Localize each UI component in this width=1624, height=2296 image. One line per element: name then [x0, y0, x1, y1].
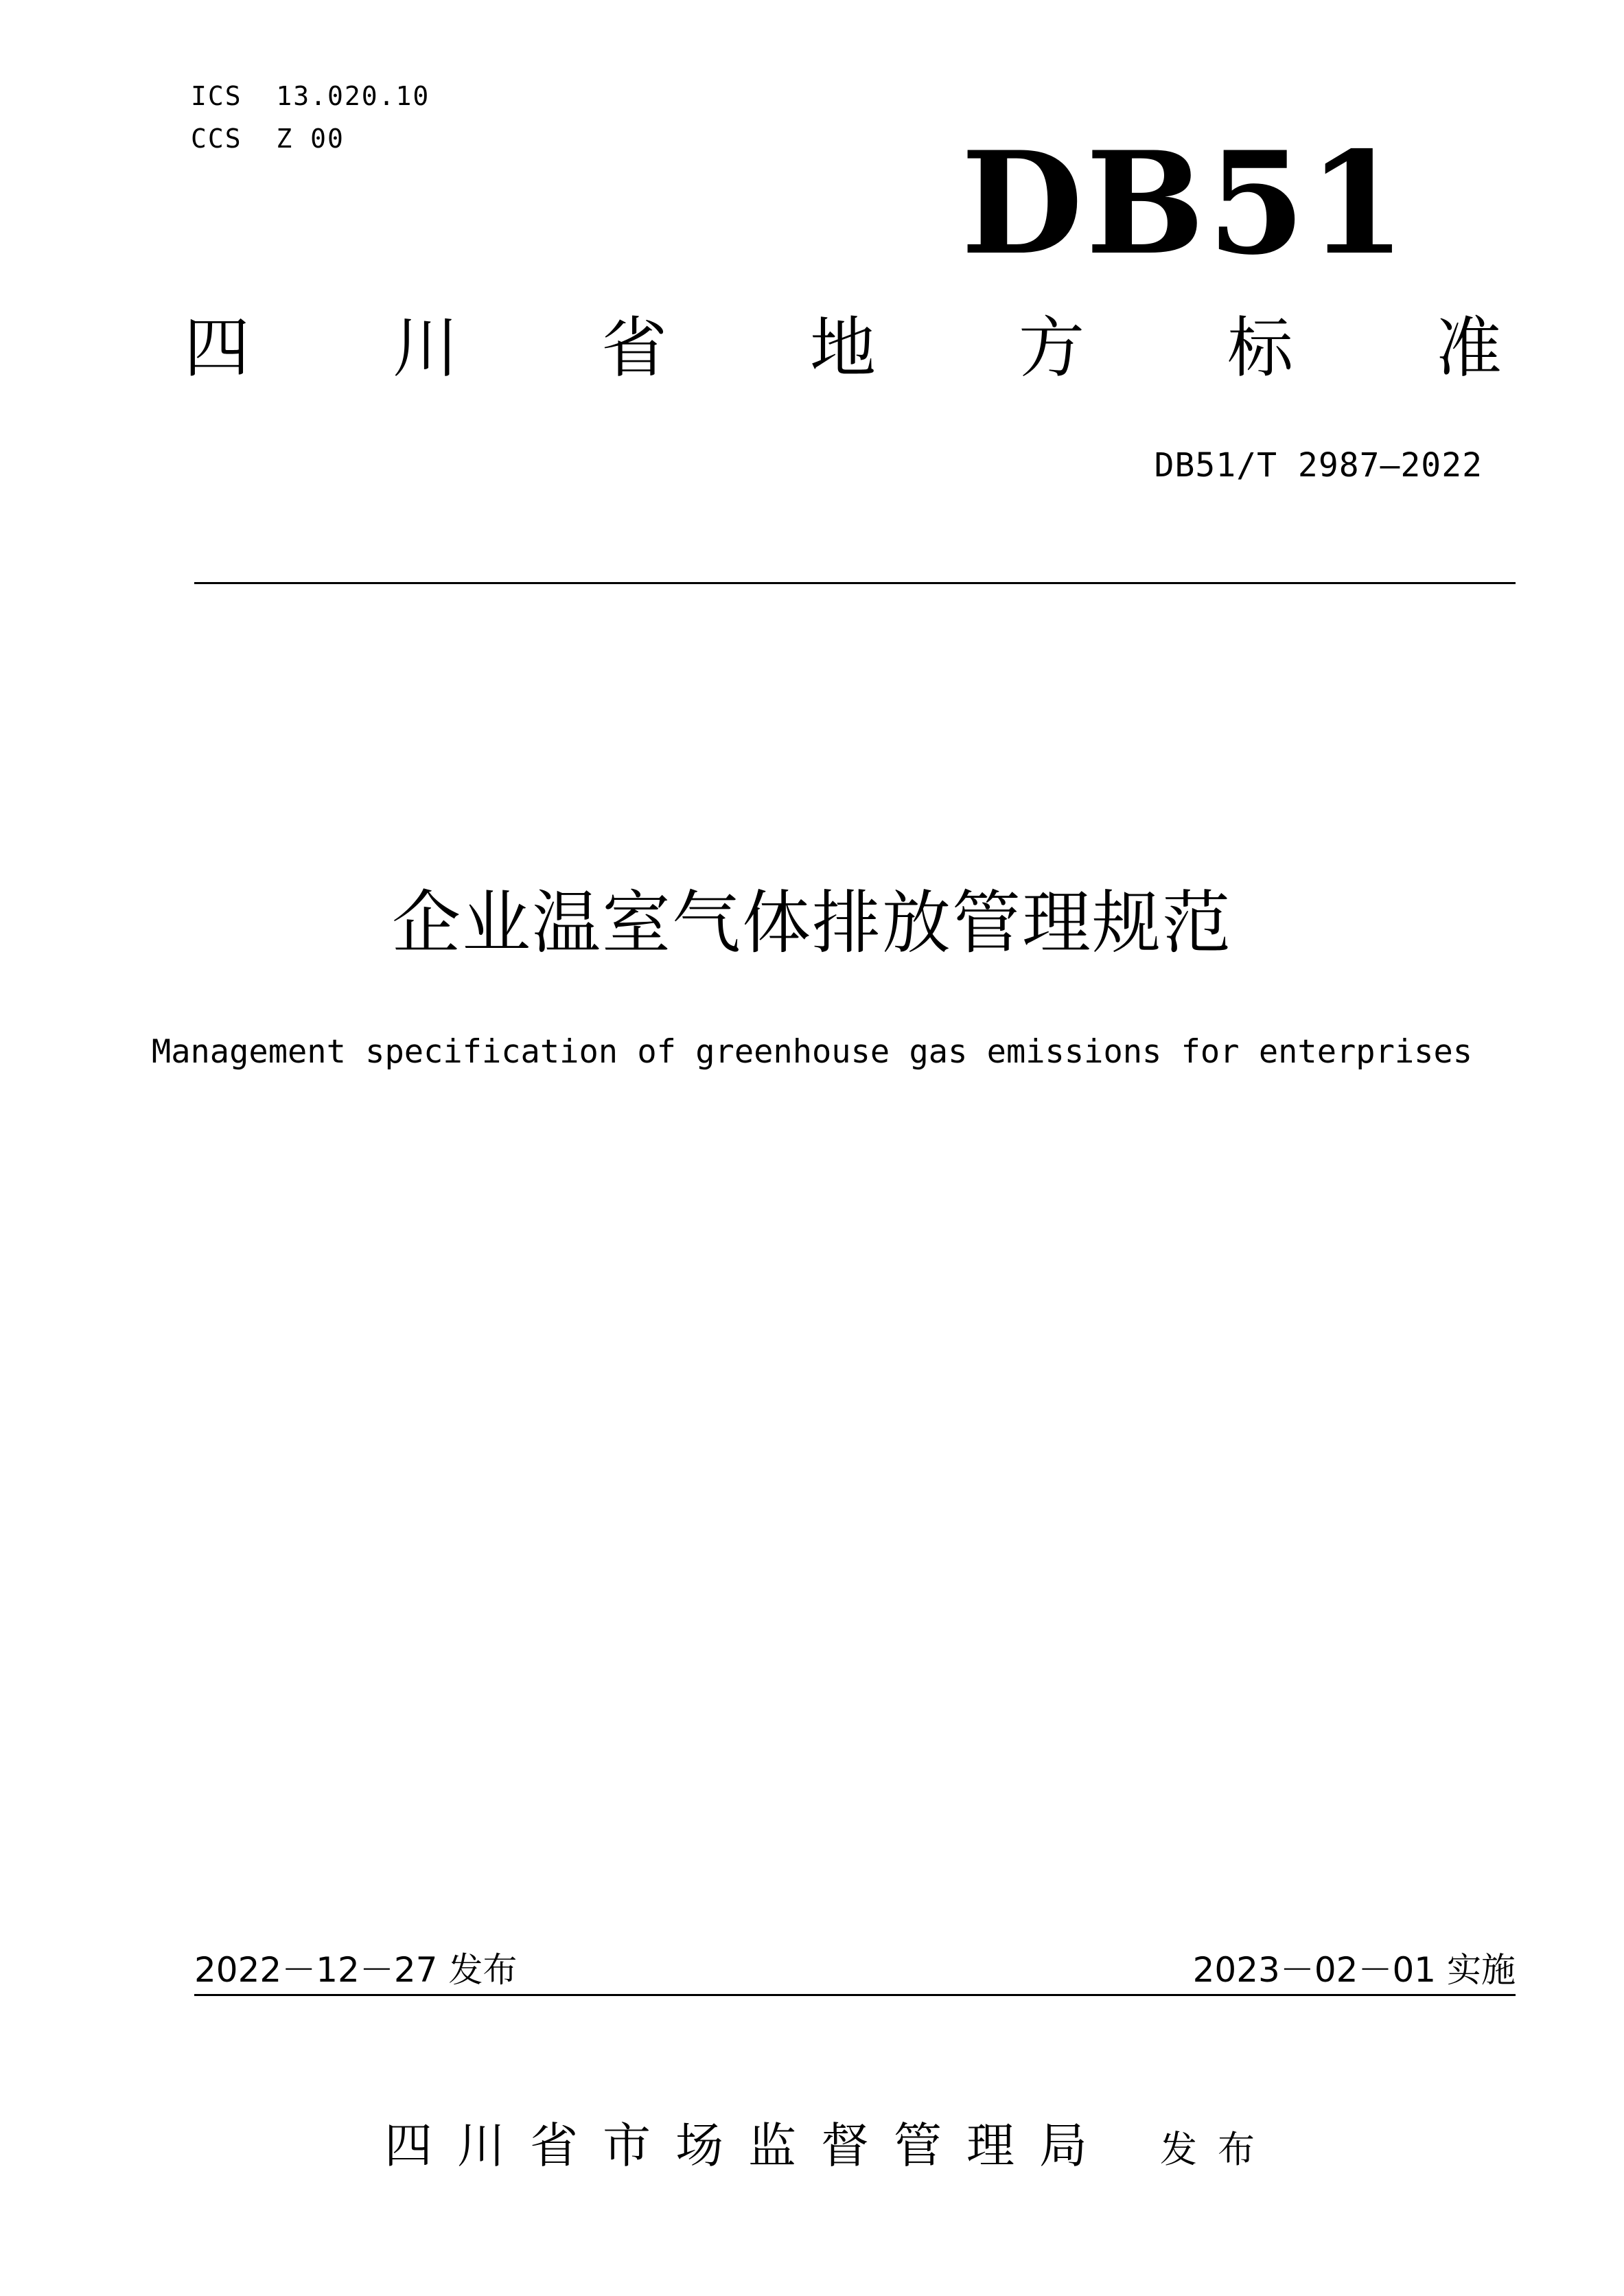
standard-number: DB51/T 2987—2022 — [1154, 446, 1483, 485]
ccs-code: CCS Z 00 — [191, 124, 345, 154]
standard-type-char: 川 — [393, 310, 459, 386]
standard-type-char: 准 — [1436, 310, 1502, 386]
publisher-line — [384, 2107, 1275, 2177]
document-title-en: Management specification of greenhouse gas emissions for enterprises — [151, 1033, 1473, 1071]
ics-code: ICS 13.020.10 — [191, 81, 430, 111]
top-divider — [194, 582, 1516, 584]
document-title-zh: 企业温室气体排放管理规范 — [392, 883, 1232, 963]
publisher-suffix: 发布 — [1160, 2128, 1275, 2171]
standard-type-char: 地 — [810, 310, 876, 386]
implement-date: 2023－02－01 实施 — [1192, 1950, 1516, 1990]
standard-type-char: 省 — [601, 310, 667, 386]
standard-type-char: 标 — [1227, 310, 1293, 386]
publish-date: 2022－12－27 发布 — [194, 1950, 518, 1990]
bottom-divider — [194, 1994, 1516, 1996]
standard-logo: DB51 — [961, 121, 1409, 286]
publisher-name: 四川省市场监督管理局 — [384, 2118, 1112, 2174]
standard-type-char: 四 — [184, 310, 250, 386]
standard-type-char: 方 — [1019, 310, 1084, 386]
standard-type-heading — [184, 312, 1502, 385]
